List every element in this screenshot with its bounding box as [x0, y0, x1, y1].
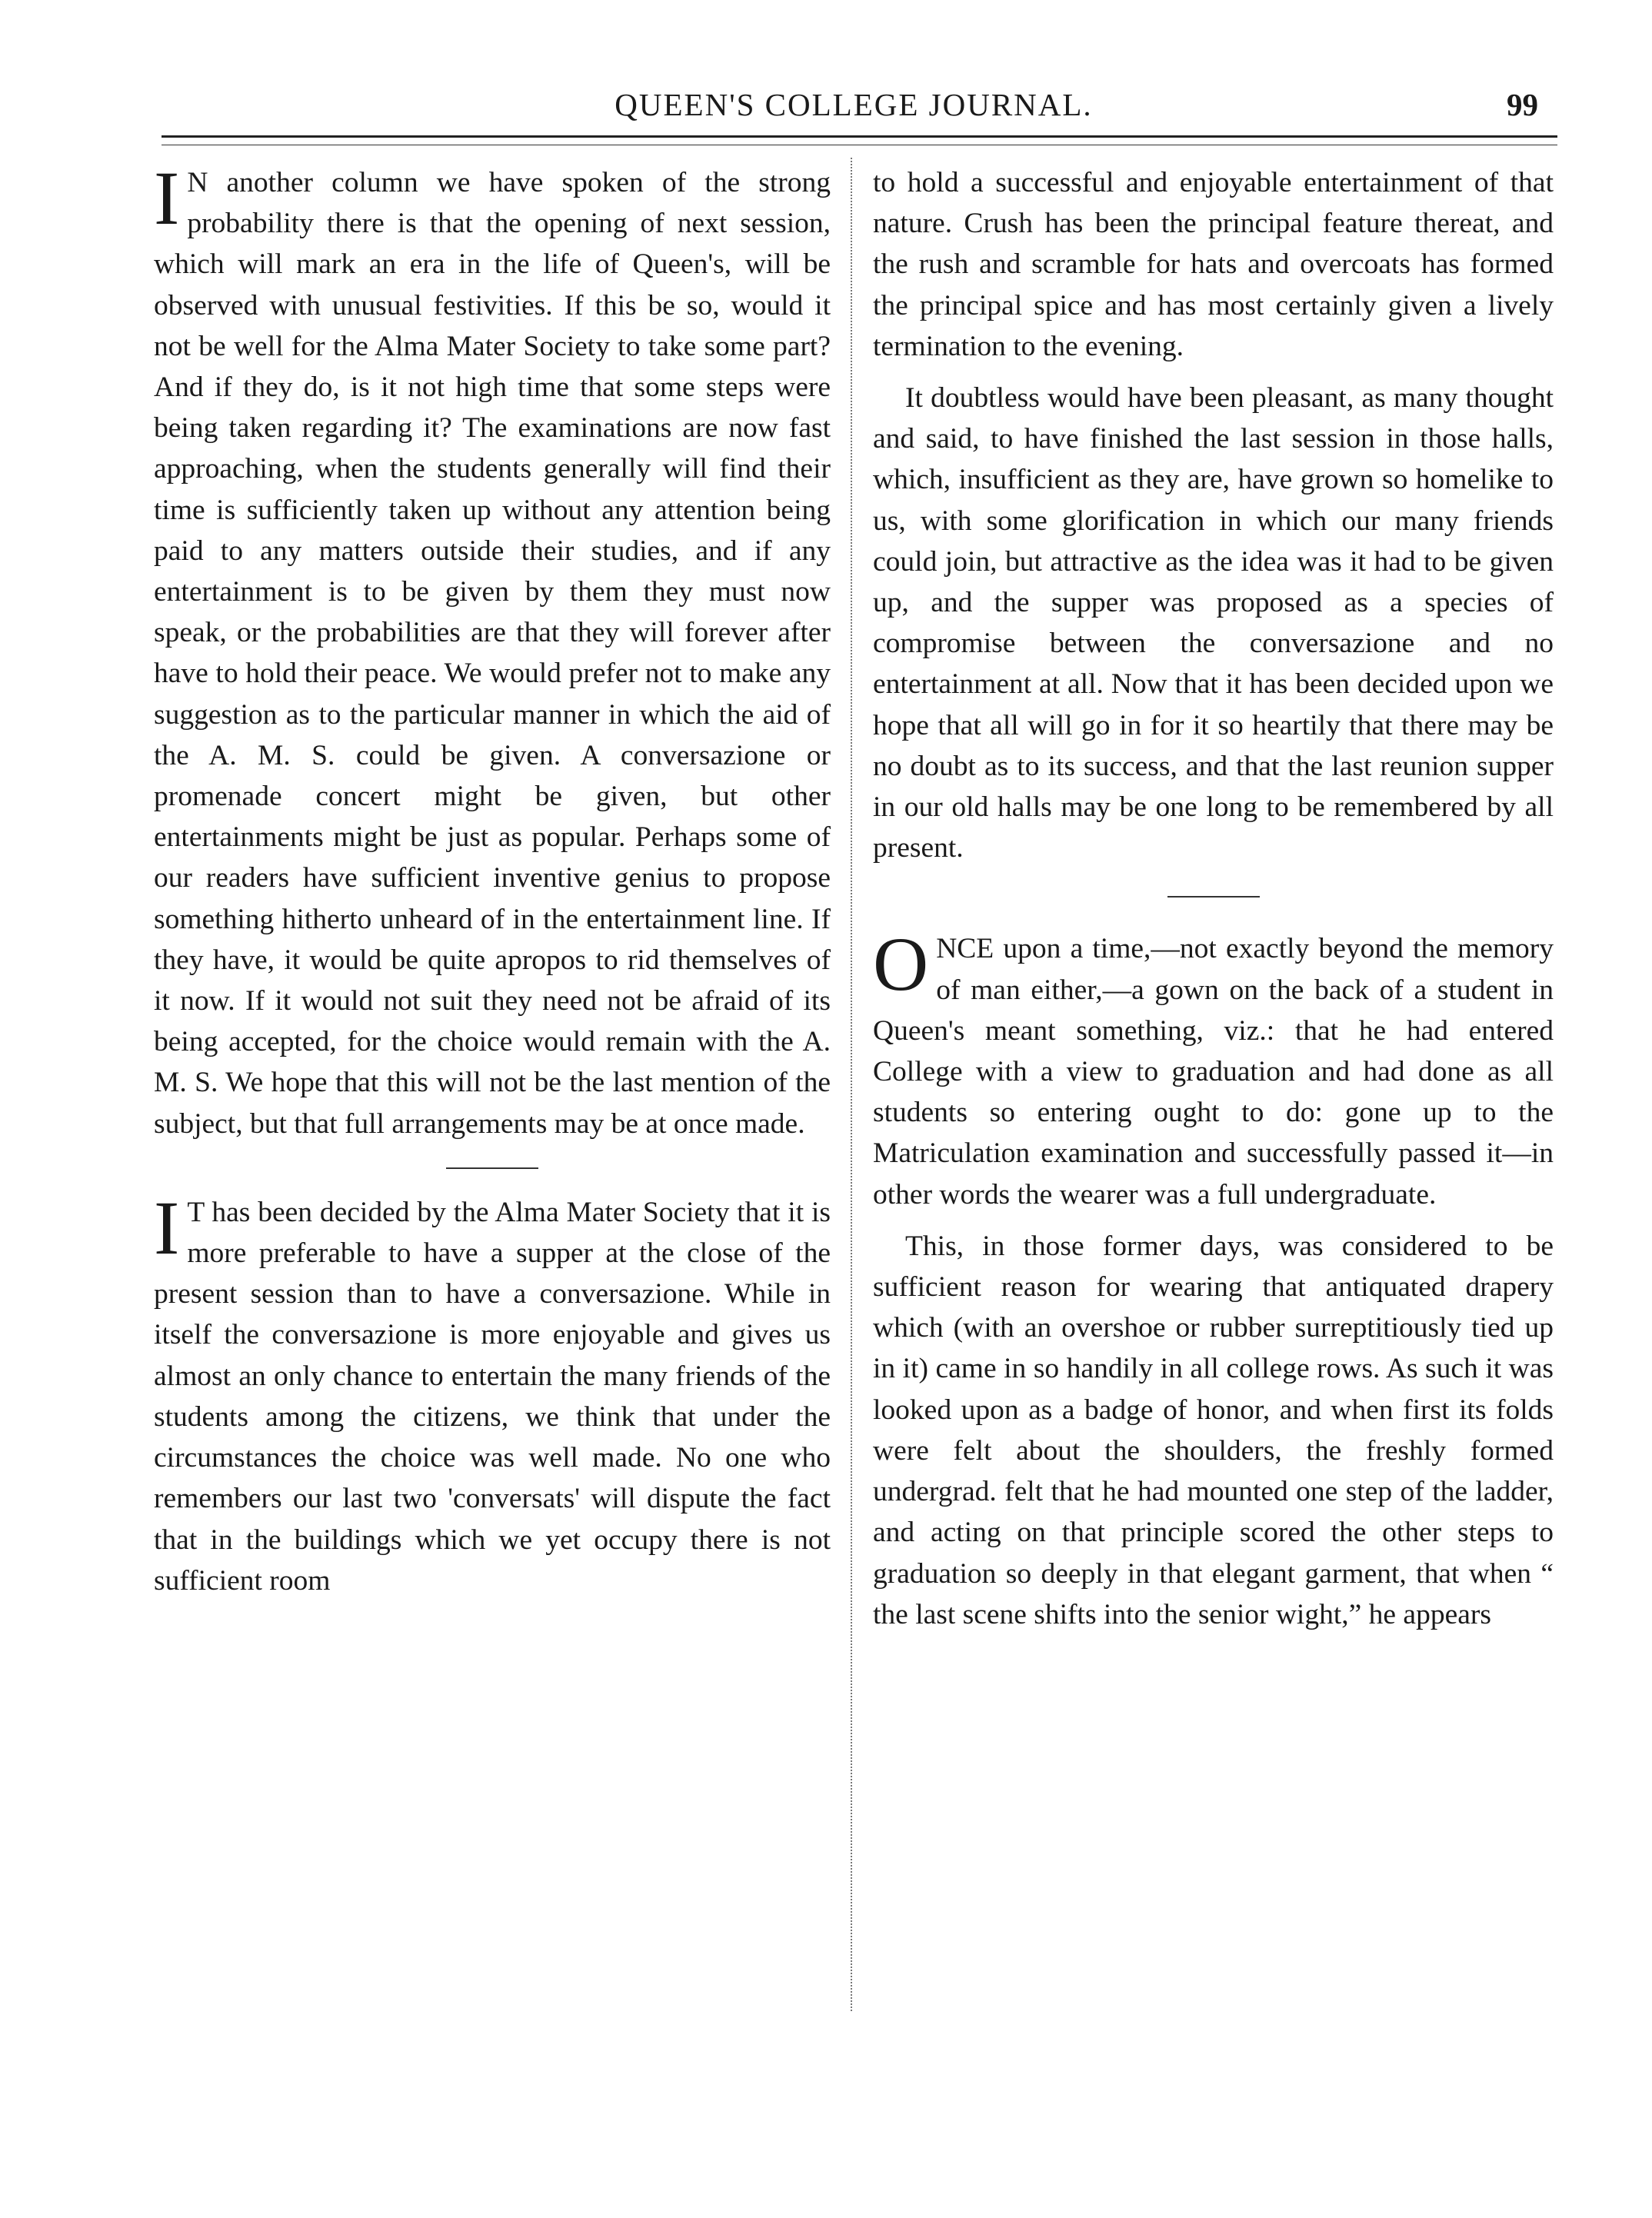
article-gown	[873, 921, 1554, 1214]
drop-cap: I	[154, 155, 180, 241]
article-gown-paragraph: This, in those former days, was considered to be sufficient reason for wearing that antiquated drapery which (with an overshoe or rubber surreptitiously tied up in it) came in so handily in all college rows. As such it was looked upon as a badge of honor, and when first its folds were felt about the shoulders, the freshly formed undergrad. felt that he had mounted one step of the ladder, and acting on that principle scored the other steps to graduation so deeply in that elegant garment, that when “ the last scene shifts into the senior wight,” he appears	[873, 1230, 1554, 1630]
header-rule-thick	[162, 135, 1557, 138]
article-alma-mater-festivities	[154, 155, 831, 1144]
drop-cap: I	[154, 1184, 180, 1271]
section-separator	[446, 1167, 538, 1169]
page-number: 99	[1507, 87, 1538, 122]
article-text: T has been decided by the Alma Mater Society that it is more preferable to have a supper at the close of the present session than to have a conversazione. While in itself the conversazione is more enjoyable and gives us almost an only chance to entertain the many friends of the students among the citizens, we think that under the circumstances the choice was well made. No one who remembers our last two 'conversats' will dispute the fact that in the buildings which we yet occupy there is not sufficient room	[154, 1196, 831, 1597]
article-supper-paragraph: It doubtless would have been pleasant, as many thought and said, to have finished the last session in those halls, which, insufficient as they are, have grown so homelike to us, with some glorification in which our many friends could join, but attractive as the idea was it had to be given up, and the supper was proposed as a species of compromise between the conversazione and no entertainment at all. Now that it has been decided upon we hope that all will go in for it so heartily that there may be no doubt as to its success, and that the last reunion supper in our old halls may be one long to be remembered by all present.	[873, 382, 1554, 864]
right-column	[873, 162, 1554, 1635]
article-supper-continued: to hold a successful and enjoyable entertainment of that nature. Crush has been the principal feature thereat, and the rush and scramble for hats and overcoats has formed the principal spice and has most certainly given a lively termination to the evening.	[873, 167, 1554, 362]
article-text: N another column we have spoken of the strong probability there is that the opening of next session, which will mark an era in the life of Queen's, will be observed with unusual festivities. If this be so, would it not be well for the Alma Mater Society to take some part? And if they do, is it not high time that some steps were being taken regarding it? The examinations are now fast approaching, when the students generally will find their time is sufficiently taken up without any attention being paid to any matters outside their studies, and if any entertainment is to be given by them they must now speak, or the probabilities are that they will forever after have to hold their peace. We would prefer not to make any suggestion as to the particular manner in which the aid of the A. M. S. could be given. A conversazione or promenade concert might be given, but other entertainments might be just as popular. Perhaps some of our readers have sufficient inventive genius to propose something hitherto unheard of in the entertainment line. If they have, it would be quite apropos to rid themselves of it now. If it would not suit they need not be afraid of its being accepted, for the choice would remain with the A. M. S. We hope that this will not be the last mention of the subject, but that full arrangements may be at once made.	[154, 167, 831, 1140]
journal-title: QUEEN'S COLLEGE JOURNAL.	[615, 87, 1093, 122]
article-text: NCE upon a time,—not exactly beyond the memory of man either,—a gown on the back of a student in Queen's meant something, viz.: that he had entered College with a view to graduation and had done as all students so entering ought to do: gone up to the Matriculation examination and successfully passed it—in other words the wearer was a full undergraduate.	[873, 933, 1554, 1211]
drop-cap: O	[873, 921, 929, 1007]
running-header	[162, 86, 1546, 132]
left-column	[154, 155, 831, 1601]
column-divider	[851, 158, 852, 2011]
article-supper-decision	[154, 1184, 831, 1601]
section-separator	[1167, 896, 1260, 898]
